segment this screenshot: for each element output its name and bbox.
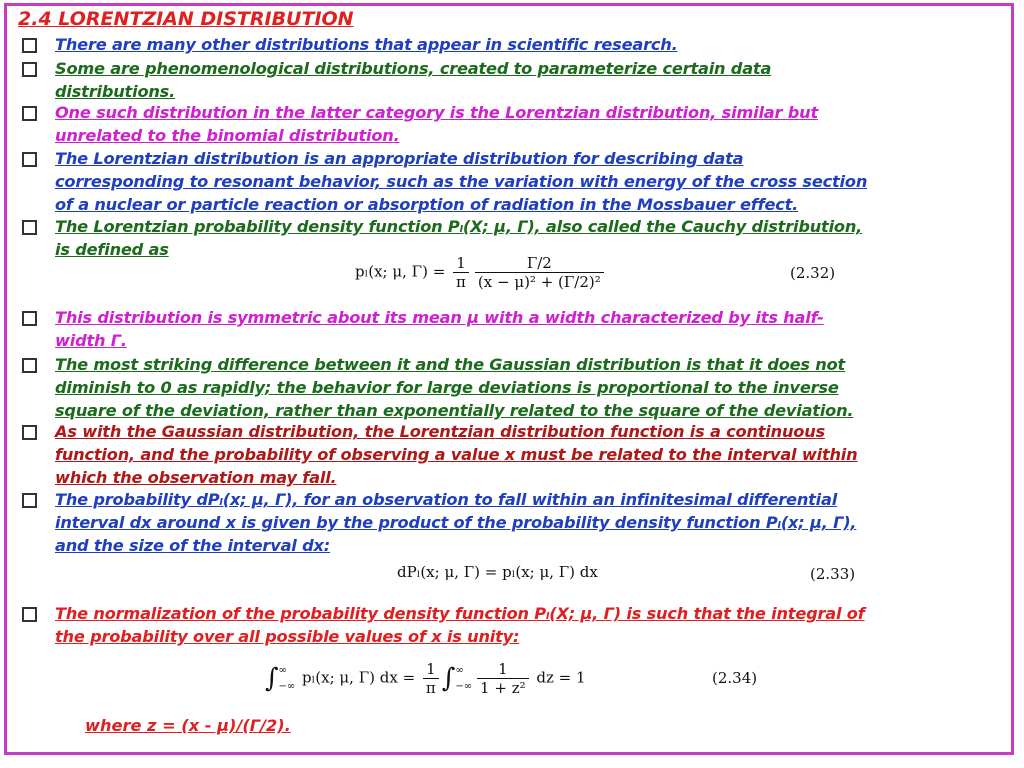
bullet-text-line: the probability over all possible values of x is unity: <box>55 627 520 646</box>
bullet-text-line: This distribution is symmetric about its mean μ with a width characterized by its half- <box>55 308 824 327</box>
eq-2-32-lhs: pₗ(x; μ, Γ) = <box>355 262 446 281</box>
bullet-7 <box>55 353 990 422</box>
integral-icon-2: ∫ <box>441 663 456 694</box>
bullet-text-line: The Lorentzian distribution is an appropriate distribution for describing data <box>55 149 744 168</box>
checkbox-bullet-icon <box>22 358 37 373</box>
bullet-9 <box>55 488 990 557</box>
bullet-text-line: and the size of the interval dx: <box>55 536 330 555</box>
eq-2-34-tail: dz = 1 <box>536 668 586 687</box>
equation-2-33: dPₗ(x; μ, Γ) = pₗ(x; μ, Γ) dx <box>397 563 598 581</box>
bullet-text-line: The normalization of the probability density function Pₗ(X; μ, Γ) is such that the integral of <box>55 604 865 623</box>
bullet-text-line: distributions. <box>55 82 176 101</box>
bullet-text-line: function, and the probability of observing a value x must be related to the interval within <box>55 445 858 464</box>
bullet-3 <box>55 101 990 147</box>
integral-limits-2: ∞ −∞ <box>455 664 473 692</box>
eq-2-32-fraction-1: $\frac{1}{\pi}$ <box>453 254 469 291</box>
checkbox-bullet-icon <box>22 311 37 326</box>
bullet-text-line: As with the Gaussian distribution, the Lorentzian distribution function is a continuous <box>55 422 825 441</box>
bullet-text-line: interval dx around x is given by the product of the probability density function Pₗ(x; μ, Γ), <box>55 513 857 532</box>
eq-2-34-fraction-1: $\frac{1}{\pi}$ <box>423 660 439 697</box>
checkbox-bullet-icon <box>22 38 37 53</box>
checkbox-bullet-icon <box>22 62 37 77</box>
checkbox-bullet-icon <box>22 152 37 167</box>
eq-2-34-fraction-2: $\frac{1}{\text{1 + z²}}$ <box>477 660 529 697</box>
bullet-text-line: which the observation may fall. <box>55 468 337 487</box>
integral-icon: ∫ <box>265 663 279 694</box>
bullet-text-line: is defined as <box>55 240 169 259</box>
substitution-note: where z = (x - μ)/(Γ/2). <box>85 716 291 735</box>
bullet-text-line: of a nuclear or particle reaction or absorption of radiation in the Mossbauer effect. <box>55 195 799 214</box>
bullet-text-line: width Γ. <box>55 331 127 350</box>
integral-limits: ∞ −∞ <box>278 664 296 692</box>
equation-2-34 <box>265 660 586 697</box>
equation-2-32 <box>355 254 607 291</box>
bullet-text-line: One such distribution in the latter category is the Lorentzian distribution, similar but <box>55 103 818 122</box>
bullet-6 <box>55 306 990 352</box>
eq-2-34-integrand: pₗ(x; μ, Γ) dx = <box>302 668 416 687</box>
checkbox-bullet-icon <box>22 493 37 508</box>
bullet-text-line: There are many other distributions that appear in scientific research. <box>55 35 678 54</box>
bullet-text-line: square of the deviation, rather than exponentially related to the square of the deviation. <box>55 401 854 420</box>
eq-2-32-label: (2.32) <box>790 264 836 282</box>
bullet-text-line: corresponding to resonant behavior, such as the variation with energy of the cross section <box>55 172 868 191</box>
bullet-2 <box>55 57 990 103</box>
bullet-8 <box>55 420 990 489</box>
bullet-1 <box>55 33 990 56</box>
bullet-text-line: The probability dPₗ(x; μ, Γ), for an observation to fall within an infinitesimal differential <box>55 490 838 509</box>
checkbox-bullet-icon <box>22 106 37 121</box>
bullet-text-line: Some are phenomenological distributions, created to parameterize certain data <box>55 59 772 78</box>
eq-2-32-fraction-2: $\frac{\Gamma/2}{\text{(x − μ)² + (Γ/2)²}}$ <box>475 254 604 291</box>
bullet-text-line: The Lorentzian probability density function Pₗ(X; μ, Γ), also called the Cauchy distribution, <box>55 217 863 236</box>
bullet-10 <box>55 602 990 648</box>
checkbox-bullet-icon <box>22 220 37 235</box>
bullet-text-line: The most striking difference between it and the Gaussian distribution is that it does not <box>55 355 846 374</box>
section-title: 2.4 LORENTZIAN DISTRIBUTION <box>18 8 354 30</box>
eq-2-34-label: (2.34) <box>712 669 758 687</box>
bullet-text-line: unrelated to the binomial distribution. <box>55 126 400 145</box>
eq-2-33-label: (2.33) <box>810 565 856 583</box>
bullet-4 <box>55 147 990 216</box>
checkbox-bullet-icon <box>22 607 37 622</box>
checkbox-bullet-icon <box>22 425 37 440</box>
bullet-text-line: diminish to 0 as rapidly; the behavior for large deviations is proportional to the inverse <box>55 378 839 397</box>
